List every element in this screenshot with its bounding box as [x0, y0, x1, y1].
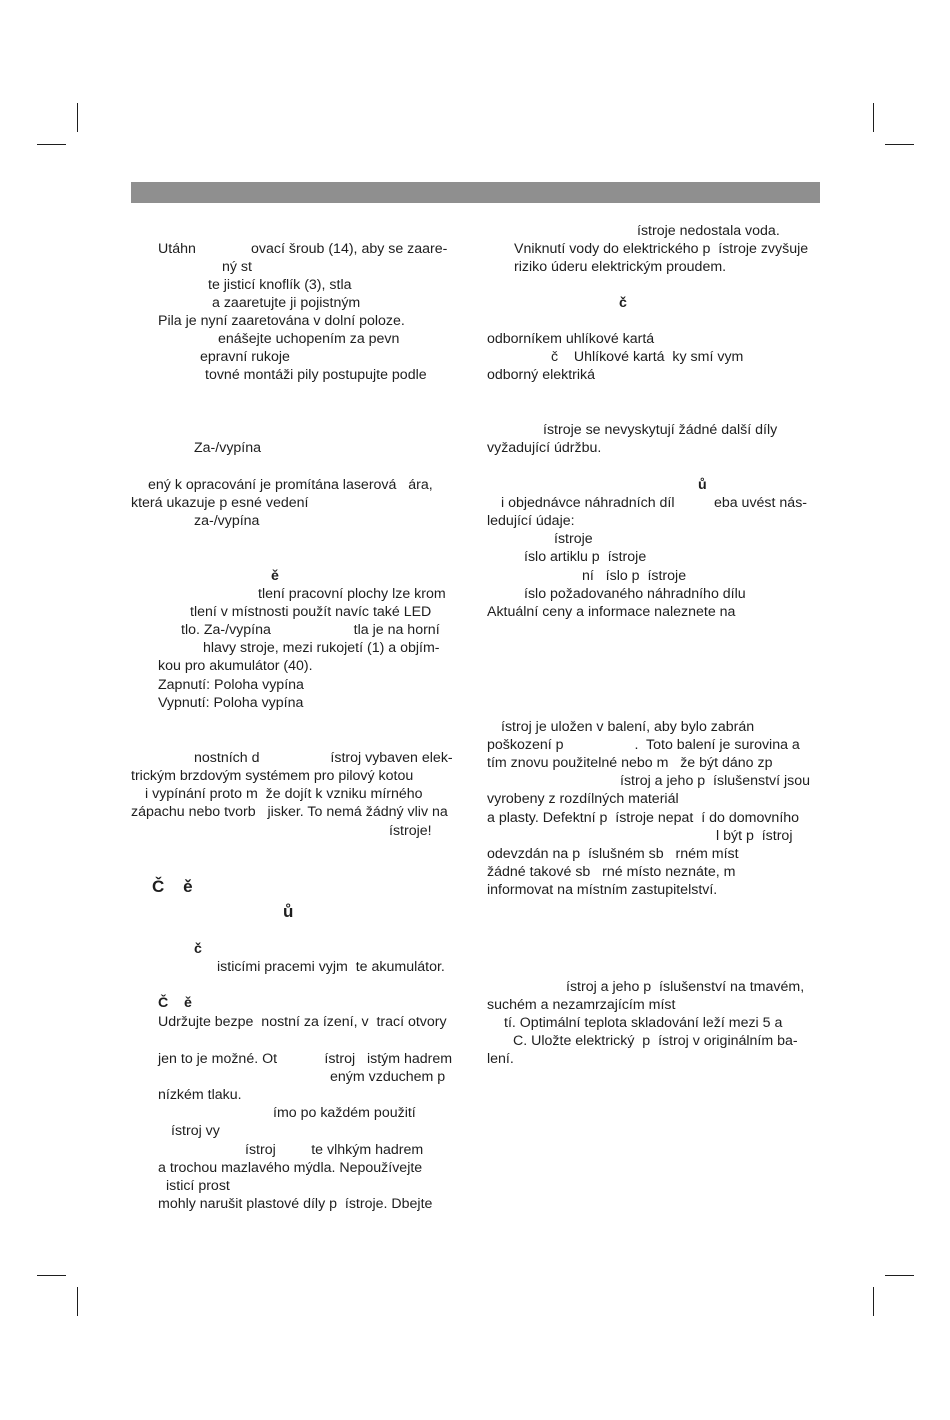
text-line: epravní rukoje — [200, 349, 290, 365]
text-line: l být p ístroj — [716, 828, 793, 844]
text-line: a trochou mazlavého mýdla. Nepoužívejte — [158, 1160, 423, 1176]
text-line: ě — [271, 568, 279, 584]
text-line: která ukazuje p esné vedení — [131, 495, 309, 511]
text-line: Vniknutí vody do elektrického p ístroje zvyšuje — [514, 241, 809, 257]
text-line: enášejte uchopením za pevn — [218, 331, 400, 347]
text-line: č — [619, 295, 627, 311]
text-line: íslo požadovaného náhradního dílu — [524, 586, 746, 602]
text-line: isticí prost — [166, 1178, 230, 1194]
section-header-bar — [131, 182, 820, 203]
text-line: ístroj je uložen v balení, aby bylo zabrán — [501, 719, 755, 735]
text-line: ístroje nedostala voda. — [637, 223, 780, 239]
crop-mark — [885, 1275, 914, 1276]
text-line: za-/vypína — [194, 513, 260, 529]
text-line: vyžadující údržbu. — [487, 440, 602, 456]
crop-mark — [885, 144, 914, 145]
text-line: ístroj vy — [171, 1123, 220, 1139]
text-line: te jisticí knoflík (3), stla — [208, 277, 352, 293]
text-line: a zaaretujte ji pojistným — [212, 295, 361, 311]
text-line: tím znovu použitelné nebo m že být dáno zp — [487, 755, 773, 771]
text-line: odborný elektriká — [487, 367, 596, 383]
text-line: informovat na místním zastupitelství. — [487, 882, 718, 898]
text-line: Č ě — [152, 877, 193, 896]
crop-mark — [873, 1287, 874, 1316]
text-line: ný st — [222, 259, 252, 275]
text-line: žádné takové sb rné místo neznáte, m — [487, 864, 736, 880]
text-line: ledující údaje: — [487, 513, 575, 529]
text-line: Č ě — [158, 995, 192, 1011]
text-line: Za-/vypína — [194, 440, 262, 456]
text-line: jen to je možné. Ot ístroj istým hadrem — [158, 1051, 453, 1067]
text-line: tovné montáži pily postupujte podle — [205, 367, 427, 383]
text-line: zápachu nebo tvorb jisker. To nemá žádný vliv na — [131, 804, 448, 820]
text-line: C. Uložte elektrický p ístroj v originálním ba- — [513, 1033, 798, 1049]
text-line: Pila je nyní zaaretována v dolní poloze. — [158, 313, 405, 329]
text-line: i objednávce náhradních díl eba uvést nás- — [501, 495, 808, 511]
text-line: íslo artiklu p ístroje — [524, 549, 647, 565]
text-line: trickým brzdovým systémem pro pilový kotou — [131, 768, 414, 784]
text-line: riziko úderu elektrickým proudem. — [514, 259, 727, 275]
crop-mark — [37, 144, 66, 145]
text-line: ístroj a jeho p íslušenství jsou — [620, 773, 811, 789]
text-line: č Uhlíkové kartá ky smí vym — [551, 349, 744, 365]
text-line: ený k opracování je promítána laserová ára, — [148, 477, 433, 493]
text-line: Aktuální ceny a informace naleznete na — [487, 604, 736, 620]
text-line: odborníkem uhlíkové kartá — [487, 331, 655, 347]
text-line: tlení v místnosti použít navíc také LED — [190, 604, 432, 620]
text-line: ístroj a jeho p íslušenství na tmavém, — [566, 979, 805, 995]
text-line: poškození p . Toto balení je surovina a — [487, 737, 800, 753]
text-line: nostních d ístroj vybaven elek- — [194, 750, 453, 766]
text-line: ístroje — [554, 531, 593, 547]
text-line: suchém a nezamrzajícím míst — [487, 997, 676, 1013]
text-line: lení. — [487, 1051, 514, 1067]
text-line: ů — [698, 477, 707, 493]
text-line: Utáhn ovací šroub (14), aby se zaare- — [158, 241, 448, 257]
text-line: kou pro akumulátor (40). — [158, 658, 313, 674]
text-line: hlavy stroje, mezi rukojetí (1) a objím- — [203, 640, 440, 656]
crop-mark — [77, 1287, 78, 1316]
text-line: ů — [283, 902, 294, 921]
text-line: ímo po každém použití — [273, 1105, 416, 1121]
text-line: ístroj te vlhkým hadrem — [245, 1142, 424, 1158]
text-line: isticími pracemi vyjm te akumulátor. — [217, 959, 445, 975]
text-line: tlo. Za-/vypína tla je na horní — [181, 622, 440, 638]
crop-mark — [77, 103, 78, 132]
text-line: odevzdán na p íslušném sb rném míst — [487, 846, 739, 862]
crop-mark — [873, 103, 874, 132]
text-line: vyrobeny z rozdílných materiál — [487, 791, 679, 807]
text-line: ní íslo p ístroje — [582, 568, 687, 584]
text-line: nízkém tlaku. — [158, 1087, 242, 1103]
text-line: Udržujte bezpe nostní za ízení, v trací otvory — [158, 1014, 447, 1030]
text-line: tí. Optimální teplota skladování leží mezi 5 a — [504, 1015, 783, 1031]
text-line: ístroje! — [389, 823, 432, 839]
text-line: mohly narušit plastové díly p ístroje. Dbejte — [158, 1196, 433, 1212]
text-line: i vypínání proto m že dojít k vzniku mírného — [145, 786, 423, 802]
text-line: eným vzduchem p — [330, 1069, 446, 1085]
text-line: č — [194, 941, 202, 957]
text-line: a plasty. Defektní p ístroje nepat í do domovního — [487, 810, 800, 826]
text-line: tlení pracovní plochy lze krom — [258, 586, 446, 602]
text-line: ístroje se nevyskytují žádné další díly — [543, 422, 778, 438]
crop-mark — [37, 1275, 66, 1276]
text-line: Vypnutí: Poloha vypína — [158, 695, 304, 711]
text-line: Zapnutí: Poloha vypína — [158, 677, 304, 693]
